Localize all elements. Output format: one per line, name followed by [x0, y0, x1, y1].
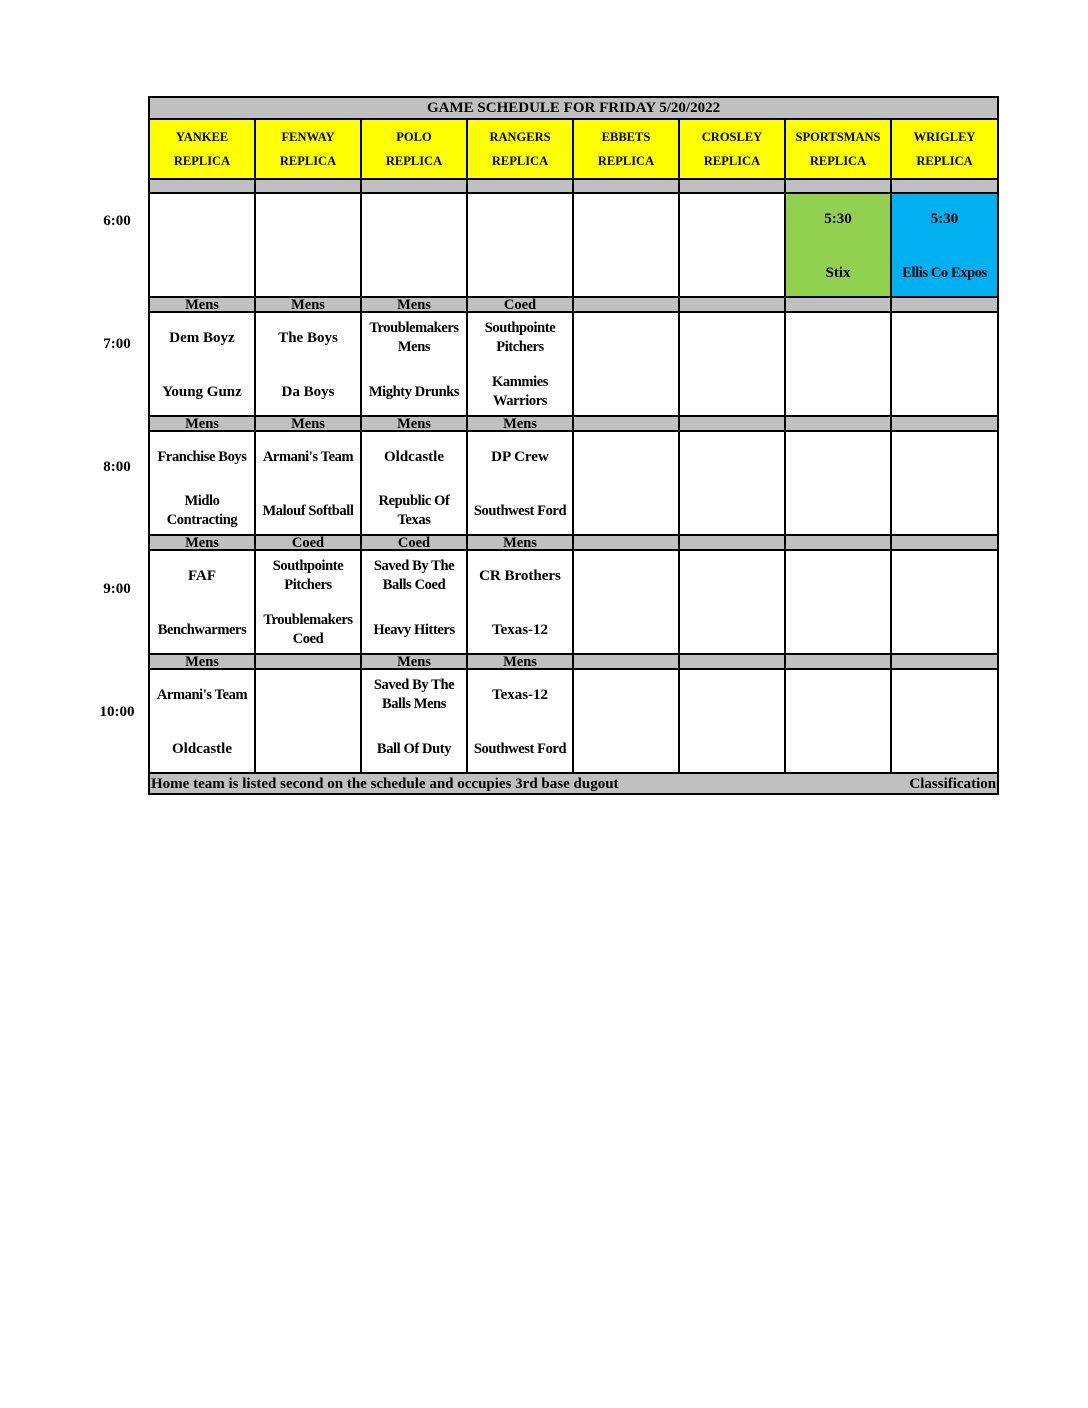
classification-cell	[891, 297, 998, 312]
home-team: Heavy Hitters	[373, 621, 455, 638]
footer-cell	[149, 773, 998, 794]
game-cell	[255, 431, 361, 535]
classification-cell	[891, 535, 998, 550]
header-spacer-row	[149, 179, 998, 193]
visiting-team: Texas-12	[491, 686, 549, 703]
game-cell	[573, 550, 679, 654]
game-cell	[573, 431, 679, 535]
field-subtitle: REPLICA	[491, 154, 549, 168]
home-team: Midlo Contracting	[166, 493, 238, 528]
game-cell	[361, 550, 467, 654]
classification-legend: Classification	[909, 775, 997, 792]
game-cell	[361, 669, 467, 773]
field-subtitle: REPLICA	[385, 154, 443, 168]
classification-cell: Mens	[149, 416, 255, 431]
classification-cell: Mens	[361, 297, 467, 312]
game-cell	[149, 669, 255, 773]
field-subtitle: REPLICA	[279, 154, 337, 168]
classification-cell: Coed	[467, 297, 573, 312]
visiting-team: CR Brothers	[479, 567, 561, 584]
time-label-6: 6:00	[103, 213, 131, 229]
classification-cell	[785, 535, 891, 550]
visiting-team: Saved By The Balls Coed	[373, 558, 455, 593]
game-cell	[785, 669, 891, 773]
time-label-9: 9:00	[103, 581, 131, 597]
field-header-sportsmans	[785, 119, 891, 179]
home-team: Ellis Co Expos	[902, 264, 987, 281]
home-team: Oldcastle	[172, 740, 232, 757]
field-subtitle: REPLICA	[173, 154, 231, 168]
visiting-team: Armani's Team	[156, 686, 248, 703]
home-team: Republic Of Texas	[378, 493, 450, 528]
game-cell	[891, 669, 998, 773]
classification-cell: Mens	[467, 654, 573, 669]
field-name: EBBETS	[601, 130, 651, 144]
classification-cell: Mens	[361, 416, 467, 431]
visiting-team: Oldcastle	[384, 448, 444, 465]
home-team-note: Home team is listed second on the schedule and occupies 3rd base dugout	[151, 775, 619, 792]
game-cell	[891, 431, 998, 535]
classification-cell: Mens	[149, 535, 255, 550]
visiting-team: Troublemakers Mens	[369, 320, 459, 355]
time-label-8: 8:00	[103, 459, 131, 475]
game-cell	[467, 550, 573, 654]
field-header-wrigley	[891, 119, 998, 179]
game-cell	[467, 193, 573, 297]
classification-cell	[785, 654, 891, 669]
field-header-yankee	[149, 119, 255, 179]
game-schedule-table	[148, 96, 999, 795]
home-team: Ball Of Duty	[376, 740, 452, 757]
game-row-1	[149, 312, 998, 416]
game-cell	[891, 312, 998, 416]
visiting-team: DP Crew	[491, 448, 549, 465]
game-cell	[573, 312, 679, 416]
spacer-cell	[361, 179, 467, 193]
home-team: Young Gunz	[162, 383, 242, 400]
game-cell	[467, 312, 573, 416]
home-team: Troublemakers Coed	[263, 612, 353, 647]
classification-row-3	[149, 535, 998, 550]
game-cell	[679, 193, 785, 297]
spacer-cell	[679, 179, 785, 193]
classification-cell	[573, 297, 679, 312]
game-cell	[255, 312, 361, 416]
game-cell	[361, 312, 467, 416]
home-team: Da Boys	[281, 383, 335, 400]
classification-cell	[891, 416, 998, 431]
spacer-cell	[467, 179, 573, 193]
game-row-3	[149, 550, 998, 654]
classification-cell	[573, 416, 679, 431]
home-team: Stix	[825, 264, 851, 281]
field-header-polo	[361, 119, 467, 179]
field-name: RANGERS	[489, 130, 551, 144]
game-cell	[255, 550, 361, 654]
game-cell	[467, 431, 573, 535]
visiting-team: Southpointe Pitchers	[272, 558, 344, 593]
classification-cell	[679, 416, 785, 431]
game-cell	[785, 550, 891, 654]
time-label-7: 7:00	[103, 336, 131, 352]
game-cell	[255, 193, 361, 297]
game-cell	[891, 193, 998, 297]
classification-cell	[891, 654, 998, 669]
classification-cell	[573, 654, 679, 669]
visiting-team: Franchise Boys	[157, 448, 247, 465]
classification-cell: Mens	[149, 297, 255, 312]
game-cell	[149, 550, 255, 654]
visiting-team: 5:30	[930, 210, 959, 227]
field-name: FENWAY	[281, 130, 335, 144]
game-cell	[573, 193, 679, 297]
game-cell	[679, 431, 785, 535]
visiting-team: Armani's Team	[262, 448, 354, 465]
title-row	[149, 97, 998, 119]
classification-cell: Coed	[361, 535, 467, 550]
field-subtitle: REPLICA	[916, 154, 973, 168]
game-cell	[679, 550, 785, 654]
field-subtitle: REPLICA	[703, 154, 761, 168]
game-row-4	[149, 669, 998, 773]
classification-cell	[255, 654, 361, 669]
classification-row-2	[149, 416, 998, 431]
spacer-cell	[891, 179, 998, 193]
spacer-cell	[573, 179, 679, 193]
game-cell	[785, 312, 891, 416]
field-name: POLO	[396, 130, 432, 144]
classification-cell: Coed	[255, 535, 361, 550]
classification-cell: Mens	[255, 297, 361, 312]
visiting-team: The Boys	[278, 329, 338, 346]
classification-cell	[573, 535, 679, 550]
visiting-team: FAF	[187, 567, 217, 584]
game-cell	[679, 669, 785, 773]
home-team: Kammies Warriors	[492, 374, 548, 409]
classification-row-4	[149, 654, 998, 669]
home-team: Malouf Softball	[262, 502, 354, 519]
visiting-team: Saved By The Balls Mens	[373, 677, 455, 712]
classification-cell: Mens	[255, 416, 361, 431]
field-header-rangers	[467, 119, 573, 179]
home-team: Southwest Ford	[473, 502, 567, 519]
game-cell	[573, 669, 679, 773]
home-team: Southwest Ford	[473, 740, 567, 757]
home-team: Mighty Drunks	[368, 383, 460, 400]
spacer-cell	[255, 179, 361, 193]
field-subtitle: REPLICA	[597, 154, 655, 168]
classification-cell	[785, 297, 891, 312]
classification-cell: Mens	[467, 416, 573, 431]
spacer-cell	[785, 179, 891, 193]
visiting-team: Southpointe Pitchers	[484, 320, 556, 355]
field-name: WRIGLEY	[913, 130, 976, 144]
game-cell	[149, 193, 255, 297]
visiting-team: Dem Boyz	[169, 329, 235, 346]
classification-cell: Mens	[361, 654, 467, 669]
classification-cell	[679, 297, 785, 312]
game-cell	[255, 669, 361, 773]
game-cell	[679, 312, 785, 416]
home-team: Benchwarmers	[157, 621, 247, 638]
time-label-10: 10:00	[99, 704, 135, 720]
game-row-2	[149, 431, 998, 535]
game-cell	[467, 669, 573, 773]
field-header-ebbets	[573, 119, 679, 179]
game-cell	[785, 193, 891, 297]
field-header-row	[149, 119, 998, 179]
field-name: YANKEE	[175, 130, 229, 144]
field-subtitle: REPLICA	[809, 154, 867, 168]
spacer-cell	[149, 179, 255, 193]
classification-cell	[785, 416, 891, 431]
footer-row	[149, 773, 998, 794]
schedule-title: GAME SCHEDULE FOR FRIDAY 5/20/2022	[149, 97, 998, 119]
game-cell	[149, 431, 255, 535]
game-cell	[361, 193, 467, 297]
home-team: Texas-12	[491, 621, 549, 638]
classification-cell: Mens	[149, 654, 255, 669]
classification-cell	[679, 535, 785, 550]
game-cell	[891, 550, 998, 654]
classification-cell: Mens	[467, 535, 573, 550]
field-header-crosley	[679, 119, 785, 179]
game-cell	[361, 431, 467, 535]
game-row-0	[149, 193, 998, 297]
game-cell	[149, 312, 255, 416]
field-name: CROSLEY	[701, 130, 763, 144]
visiting-team: 5:30	[824, 210, 852, 227]
classification-row-1	[149, 297, 998, 312]
field-header-fenway	[255, 119, 361, 179]
game-cell	[785, 431, 891, 535]
classification-cell	[679, 654, 785, 669]
field-name: SPORTSMANS	[795, 130, 881, 144]
